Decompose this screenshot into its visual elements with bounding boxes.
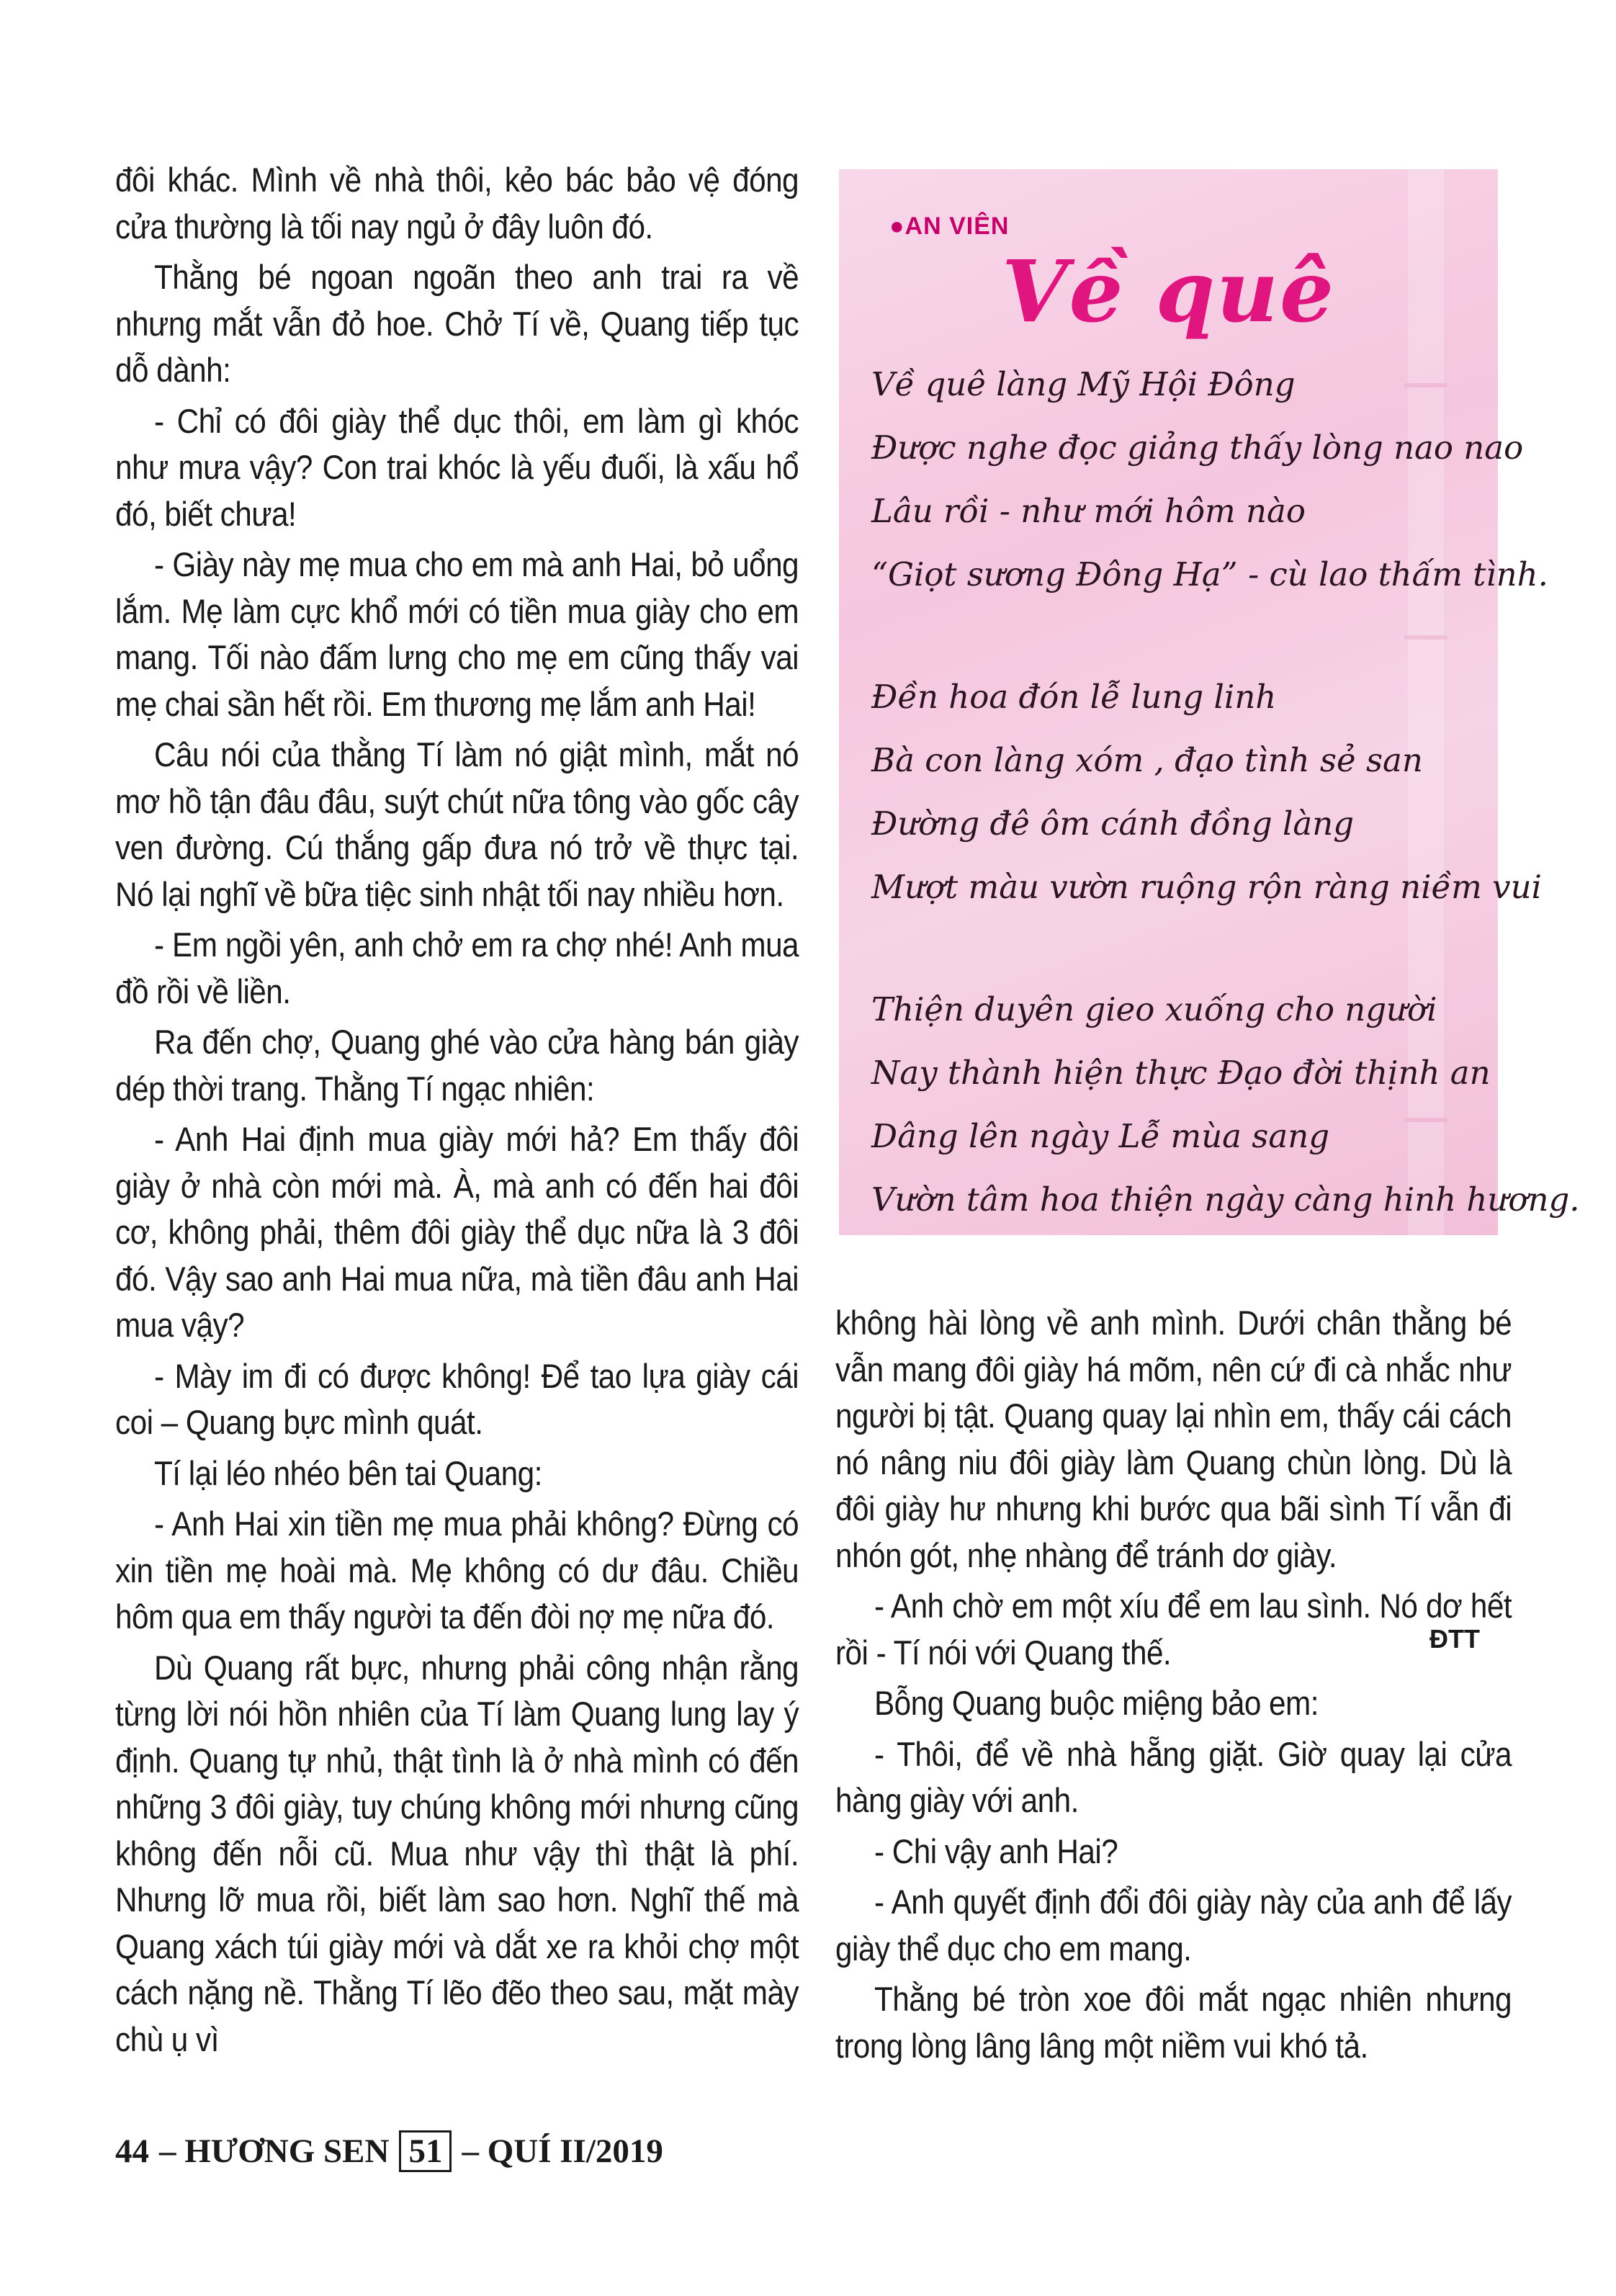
stanza-gap [871,606,1483,665]
poem-line: Vườn tâm hoa thiện ngày càng hinh hương. [871,1180,1580,1219]
left-text-column [115,157,799,2067]
right-column-paragraph: - Anh quyết định đổi đôi giày này của anh để lấy giày thể dục cho em mang. [835,1883,1512,1968]
left-column-paragraph: Ra đến chợ, Quang ghé vào cửa hàng bán giày dép thời trang. Thằng Tí ngạc nhiên: [115,1023,799,1108]
poem-line: Được nghe đọc giảng thấy lòng nao nao [871,429,1524,467]
right-column-paragraph: không hài lòng về anh mình. Dưới chân thằng bé vẫn mang đôi giày há mõm, nên cứ đi cà nhắc như người bị tật. Quang quay lại nhìn em, thấy cái cách nó nâng niu đôi giày làm Quang chùn lòng. Dù là đôi giày hư nhưng khi bước qua bãi sình Tí vẫn đi nhón gót, nhẹ nhàng để tránh dơ giày. [835,1304,1512,1574]
poem-line: Mượt màu vườn ruộng rộn ràng niềm vui [871,868,1542,906]
right-column-paragraph: - Anh chờ em một xíu để em lau sình. Nó dơ hết rồi - Tí nói với Quang thế. [835,1587,1512,1672]
right-text-column [835,1300,1512,2073]
page-number: 44 [115,2133,149,2170]
stanza-gap [871,919,1483,978]
page-footer [115,2130,663,2172]
left-column-paragraph: Câu nói của thằng Tí làm nó giật mình, mắt nó mơ hồ tận đâu đâu, suýt chút nữa tông vào gốc cây ven đường. Cú thắng gấp đưa nó trở về thực tại. Nó lại nghĩ về bữa tiệc sinh nhật tối nay nhiều hơn. [115,735,799,913]
poem-lines [871,353,1580,1232]
right-column-paragraph: Bỗng Quang buộc miệng bảo em: [874,1684,1319,1722]
poem-line: Dâng lên ngày Lễ mùa sang [871,1117,1330,1155]
left-column-paragraph: - Em ngồi yên, anh chở em ra chợ nhé! Anh mua đồ rồi về liền. [115,925,799,1010]
magazine-name: – HƯƠNG SEN [159,2133,390,2170]
left-column-paragraph: - Giày này mẹ mua cho em mà anh Hai, bỏ uổng lắm. Mẹ làm cực khổ mới có tiền mua giày cho em mang. Tối nào đấm lưng cho mẹ em cũng thấy vai mẹ chai sần hết rồi. Em thương mẹ lắm anh Hai! [115,545,799,723]
left-column-paragraph: Dù Quang rất bực, nhưng phải công nhận rằng từng lời nói hồn nhiên của Tí làm Quang lung lay ý định. Quang tự nhủ, thật tình là ở nhà mình có đến những 3 đôi giày, tuy chúng không mới nhưng cũng không đến nỗi cũ. Mua như vậy thì thật là phí. Nhưng lỡ mua rồi, biết làm sao hơn. Nghĩ thế mà Quang xách túi giày mới và dắt xe ra khỏi chợ một cách nặng nề. Thằng Tí lẽo đẽo theo sau, mặt mày chù ụ vì [115,1648,799,2058]
poem-line: Thiện duyên gieo xuống cho người [871,990,1437,1028]
poem-author: ●AN VIÊN [889,212,1010,240]
poem-title: Về quê [1001,241,1336,341]
poem-line: Bà con làng xóm , đạo tình sẻ san [871,741,1423,779]
right-column-paragraph: Thằng bé tròn xoe đôi mắt ngạc nhiên nhưng trong lòng lâng lâng một niềm vui khó tả. [835,1980,1512,2065]
poem-line: Đền hoa đón lễ lung linh [871,678,1277,716]
poem-box [839,169,1580,1235]
left-column-paragraph: Tí lại léo nhéo bên tai Quang: [154,1453,542,1492]
left-column-paragraph: đôi khác. Mình về nhà thôi, kẻo bác bảo vệ đóng cửa thường là tối nay ngủ ở đây luôn đó. [115,161,799,246]
right-column-paragraph: - Thôi, để về nhà hẵng giặt. Giờ quay lại cửa hàng giày với anh. [835,1734,1512,1819]
author-signature: ĐTT [1429,1624,1480,1654]
left-column-paragraph: - Chỉ có đôi giày thể dục thôi, em làm gì khóc như mưa vậy? Con trai khóc là yếu đuối, là xấu hổ đó, biết chưa! [115,401,799,533]
issue-period: – QUÍ II/2019 [462,2133,663,2170]
poem-line: Lâu rồi - như mới hôm nào [871,492,1306,530]
right-column-paragraph: - Chi vậy anh Hai? [874,1831,1118,1870]
left-column-paragraph: - Anh Hai định mua giày mới hả? Em thấy đôi giày ở nhà còn mới mà. À, mà anh có đến hai đôi cơ, không phải, thêm đôi giày thể dục nữa là 3 đôi đó. Vậy sao anh Hai mua nữa, mà tiền đâu anh Hai mua vậy? [115,1120,799,1344]
poem-line: Về quê làng Mỹ Hội Đông [871,365,1296,403]
left-column-paragraph: Thằng bé ngoan ngoãn theo anh trai ra về nhưng mắt vẫn đỏ hoe. Chở Tí về, Quang tiếp tục dỗ dành: [115,258,799,389]
issue-number: 51 [399,2130,452,2172]
poem-line: “Giọt sương Đông Hạ” - cù lao thấm tình. [871,555,1548,593]
poem-line: Nay thành hiện thực Đạo đời thịnh an [871,1054,1491,1092]
left-column-paragraph: - Mày im đi có được không! Để tao lựa giày cái coi – Quang bực mình quát. [115,1356,799,1441]
poem-line: Đường đê ôm cánh đồng làng [871,804,1355,843]
left-column-paragraph: - Anh Hai xin tiền mẹ mua phải không? Đừng có xin tiền mẹ hoài mà. Mẹ không có dư đâu. Chiều hôm qua em thấy người ta đến đòi nợ mẹ nữa đó. [115,1504,799,1636]
